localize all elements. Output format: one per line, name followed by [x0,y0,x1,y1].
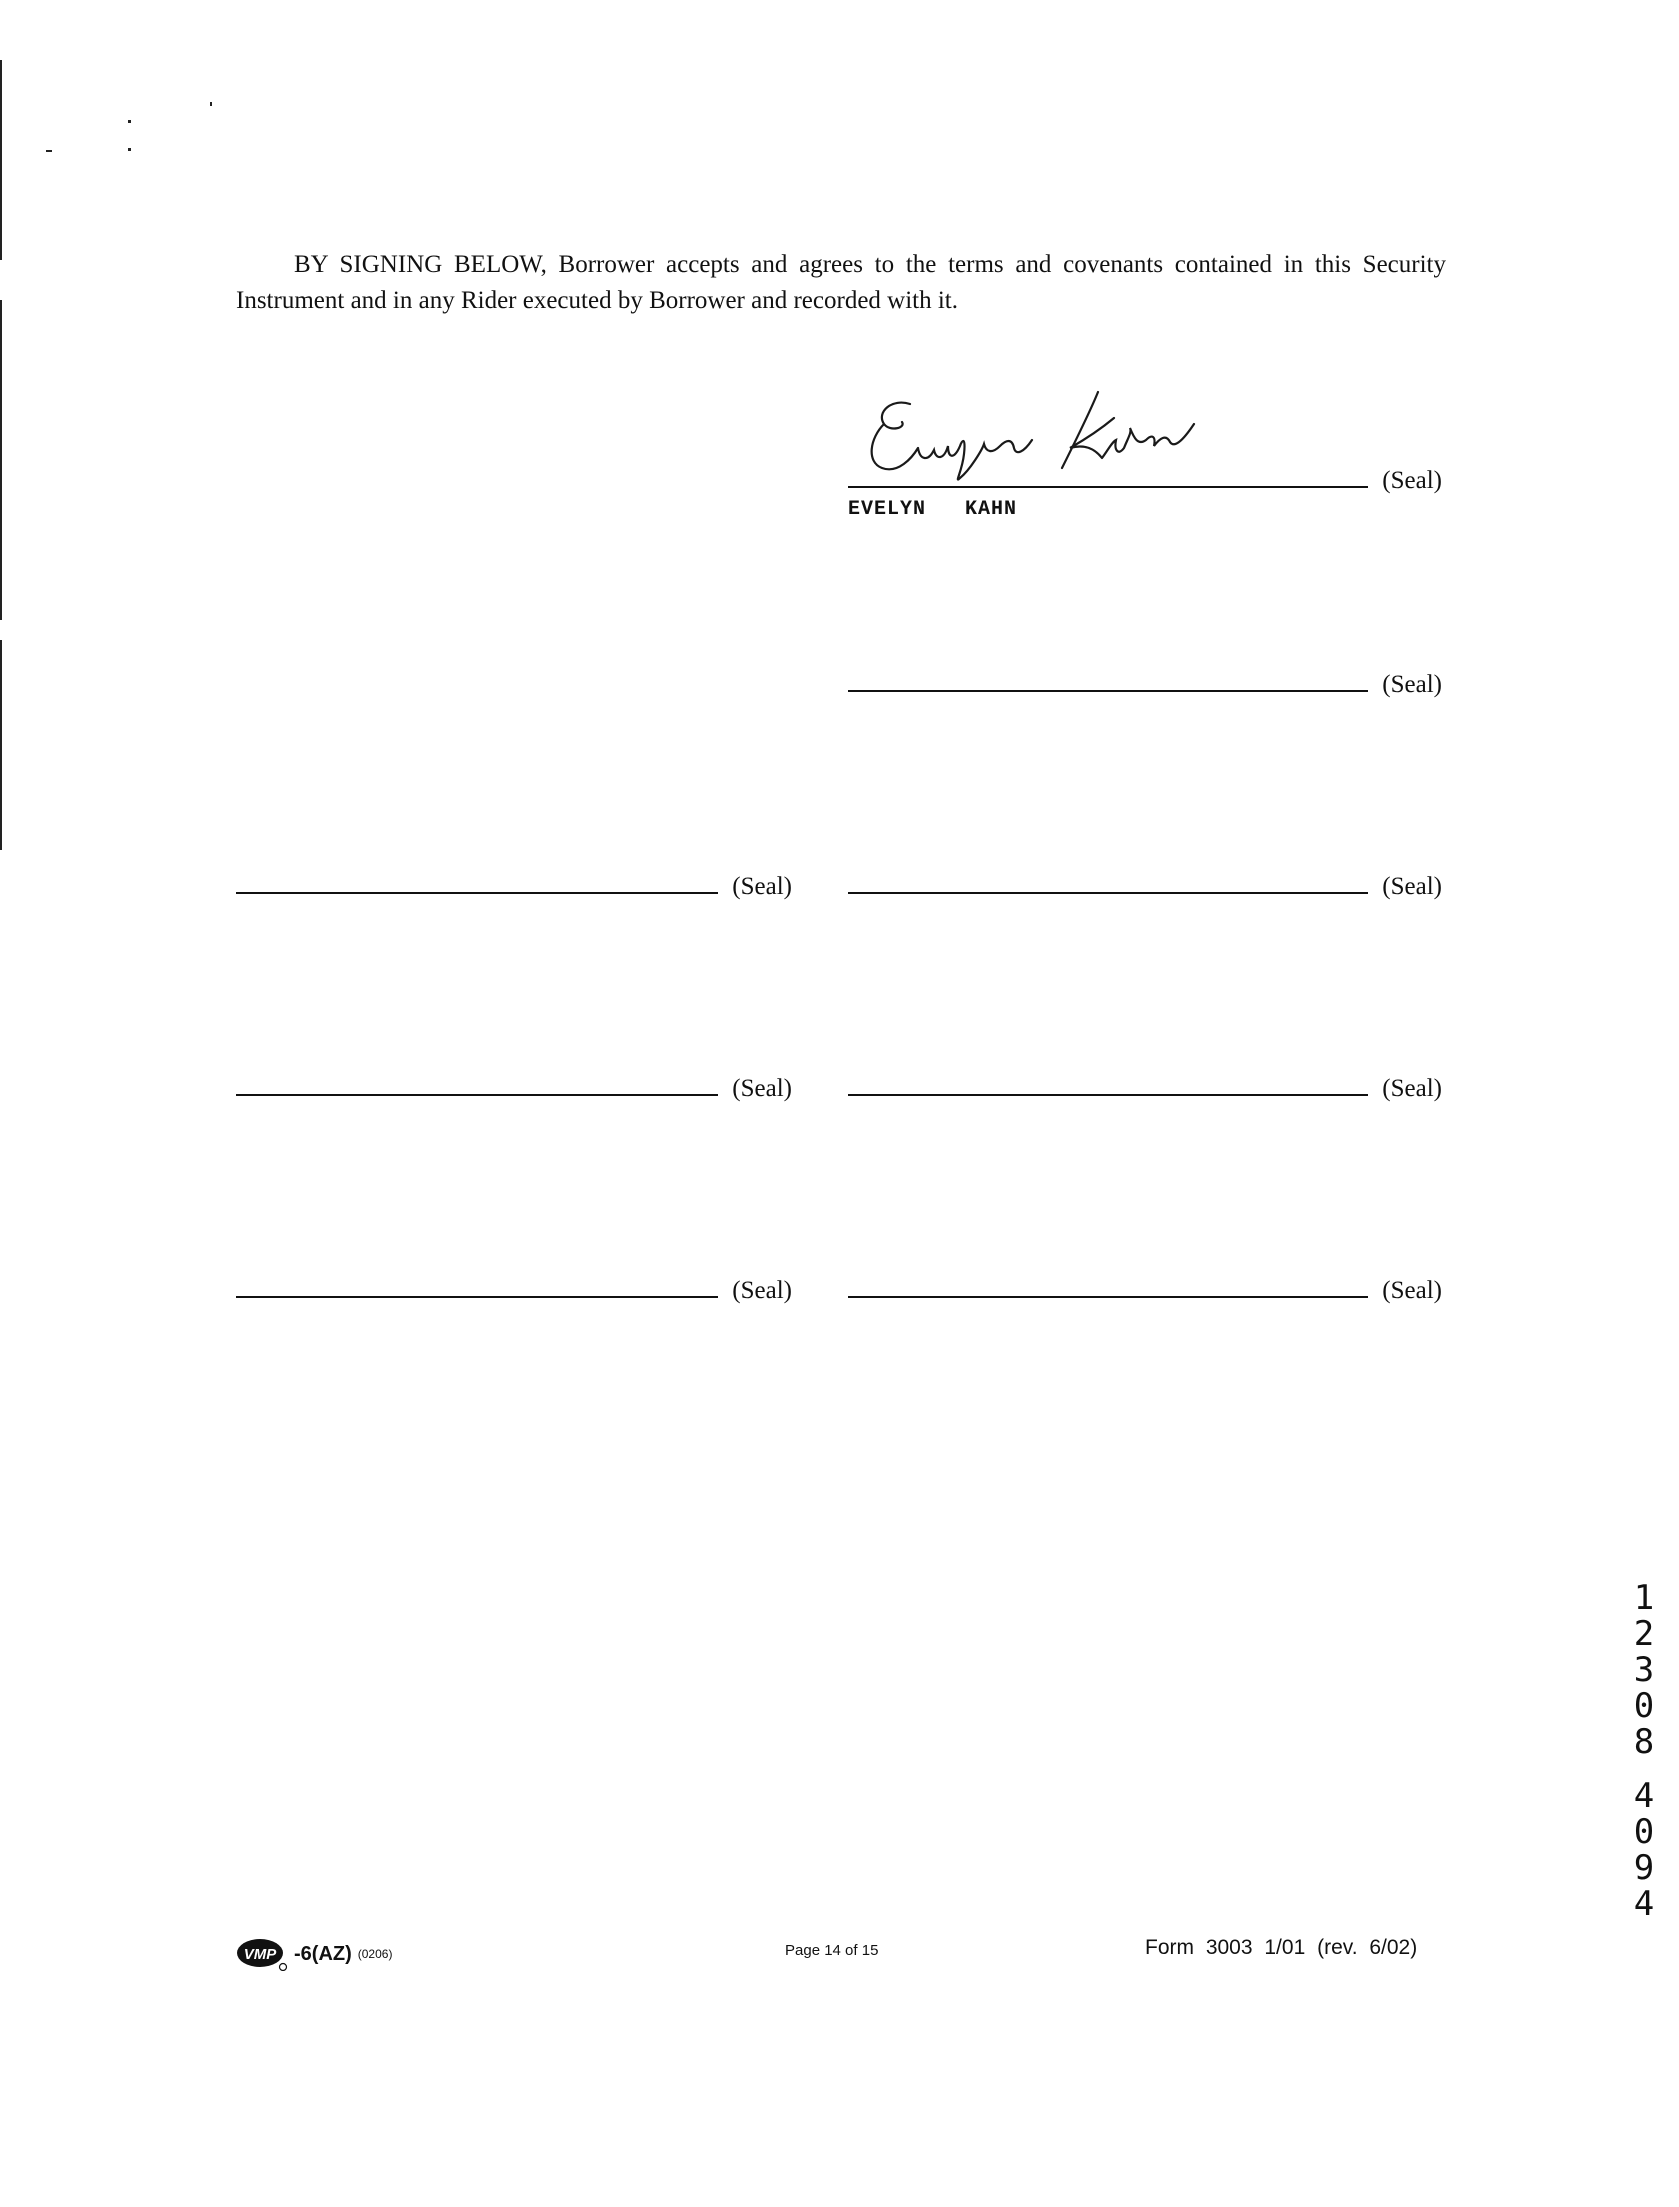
stamp-digit: 4 [1633,1776,1655,1816]
signature-block [848,862,1442,902]
stamp-digit: 3 [1633,1650,1655,1690]
signature-line [848,1296,1368,1298]
seal-label: (Seal) [1382,873,1442,900]
seal-label: (Seal) [1382,1277,1442,1304]
scan-edge-mark [0,300,2,620]
signature-line [236,1094,718,1096]
seal-label: (Seal) [1382,467,1442,494]
signature-block [236,862,792,902]
form-date: (0206) [357,1947,393,1961]
scan-speck [128,120,131,123]
stamp-digit: 0 [1633,1812,1655,1852]
signing-statement: BY SIGNING BELOW, Borrower accepts and agrees to the terms and covenants contained in this Security Instrument and in any Rider executed by Borrower and recorded with it. [236,251,1446,314]
recording-number-stamp [1624,1580,1664,1922]
signature-line [848,892,1368,894]
scan-edge-mark [0,640,2,850]
stamp-digit: 2 [1633,1614,1655,1654]
form-code: -6(AZ) [294,1942,352,1965]
signature-line [236,1296,718,1298]
signature-block [236,1064,792,1104]
seal-label: (Seal) [1382,671,1442,698]
stamp-digit: 9 [1633,1848,1655,1888]
seal-label: (Seal) [732,1277,792,1304]
signature-block [848,660,1442,700]
signature-block [848,1266,1442,1306]
borrower-name: EVELYN KAHN [848,498,1018,521]
scan-speck [128,148,131,151]
scan-speck [210,102,212,106]
stamp-digit: 0 [1633,1686,1655,1726]
form-number: Form 3003 1/01 (rev. 6/02) [1145,1936,1418,1959]
stamp-digit: 1 [1633,1578,1655,1618]
seal-label: (Seal) [1382,1075,1442,1102]
signature-block [236,1266,792,1306]
signature-line [236,892,718,894]
form-identifier [236,1932,392,1976]
vmp-logo-text: VMP [243,1946,277,1963]
stamp-digit: 4 [1633,1884,1655,1924]
handwritten-signature [862,388,1282,498]
signature-line [848,1094,1368,1096]
stamp-digit: 8 [1633,1722,1655,1762]
seal-label: (Seal) [732,1075,792,1102]
vmp-logo [236,1937,292,1971]
scan-speck [46,150,52,152]
seal-label: (Seal) [732,873,792,900]
page-number: Page 14 of 15 [785,1942,879,1959]
signature-block [848,1064,1442,1104]
scan-edge-mark [0,60,2,260]
signature-line [848,690,1368,692]
